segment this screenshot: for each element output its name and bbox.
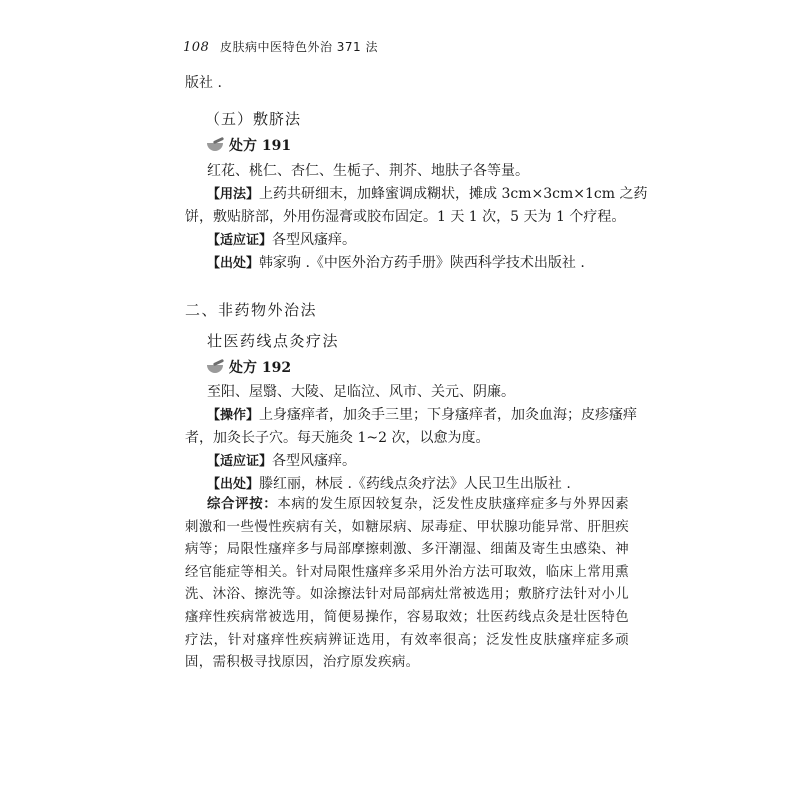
indication-tag-1: 【适应证】 xyxy=(207,233,273,248)
indication-line-2 xyxy=(207,450,356,470)
indication-text-2: 各型风瘙痒。 xyxy=(272,453,357,469)
acupoints-list: 至阳、屋翳、大陵、足临泣、风市、关元、阴廉。 xyxy=(207,384,515,400)
usage-tag: 【用法】 xyxy=(207,187,260,202)
source-line-1 xyxy=(207,252,585,272)
herbs-list: 红花、桃仁、杏仁、生栀子、荆芥、地肤子各等量。 xyxy=(207,163,529,179)
prescription-191-label: 处方 191 xyxy=(229,138,292,154)
mortar-and-pestle-icon xyxy=(207,139,225,151)
prescription-192 xyxy=(207,357,291,377)
running-header xyxy=(183,38,378,55)
indication-tag-2: 【适应证】 xyxy=(207,454,273,469)
mortar-and-pestle-icon xyxy=(207,361,225,373)
section-heading-2: 二、非药物外治法 xyxy=(185,301,318,319)
source-text-2: 滕红丽，林辰 .《药线点灸疗法》人民卫生出版社 . xyxy=(259,476,571,492)
source-text-1: 韩家驹 .《中医外治方药手册》陕西科学技术出版社 . xyxy=(259,255,585,271)
indication-line-1 xyxy=(207,229,356,249)
source-tag-1: 【出处】 xyxy=(207,256,260,271)
continued-text: 版社 . xyxy=(185,75,222,91)
operation-text-1: 上身瘙痒者，加灸手三里；下身瘙痒者，加灸血海；皮疹瘙痒 xyxy=(259,407,638,423)
source-line-2 xyxy=(207,473,571,493)
section-heading-5: （五）敷脐法 xyxy=(205,110,302,128)
prescription-192-label: 处方 192 xyxy=(229,360,292,376)
page-number: 108 xyxy=(183,40,210,55)
comprehensive-comment xyxy=(185,494,629,675)
indication-text-1: 各型风瘙痒。 xyxy=(272,232,357,248)
book-title: 皮肤病中医特色外治 371 法 xyxy=(219,40,379,54)
usage-line-2: 饼，敷贴脐部，外用伤湿膏或胶布固定。1 天 1 次，5 天为 1 个疗程。 xyxy=(185,209,626,225)
operation-tag: 【操作】 xyxy=(207,408,260,423)
source-tag-2: 【出处】 xyxy=(207,477,260,492)
operation-line-2: 者，加灸长子穴。每天施灸 1~2 次，以愈为度。 xyxy=(185,430,490,446)
operation-line-1 xyxy=(207,404,637,424)
comment-lead: 综合评按： xyxy=(207,497,278,512)
comment-text: 本病的发生原因较复杂，泛发性皮肤瘙痒症多与外界因素刺激和一些慢性疾病有关，如糖尿病、尿毒症、甲状腺功能异常、肝胆疾病等；局限性瘙痒多与局部摩擦刺激、多汗潮湿、细菌及寄生虫感染、神经官能症等相关。针对局限性瘙痒多采用外治方法可取效，临床上常用熏洗、沐浴、擦洗等。如涂擦法针对局部病灶常被选用；敷脐疗法针对小儿瘙痒性疾病常被选用，简便易操作，容易取效；壮医药线点灸是壮医特色疗法，针对瘙痒性疾病辨证选用，有效率很高；泛发性皮肤瘙痒症多顽固，需积极寻找原因，治疗原发疾病。 xyxy=(185,497,630,671)
prescription-191 xyxy=(207,135,291,155)
method-heading: 壮医药线点灸疗法 xyxy=(207,332,340,350)
usage-line-1 xyxy=(207,183,647,203)
usage-text-1: 上药共研细末，加蜂蜜调成糊状，摊成 3cm×3cm×1cm 之药 xyxy=(259,186,648,202)
